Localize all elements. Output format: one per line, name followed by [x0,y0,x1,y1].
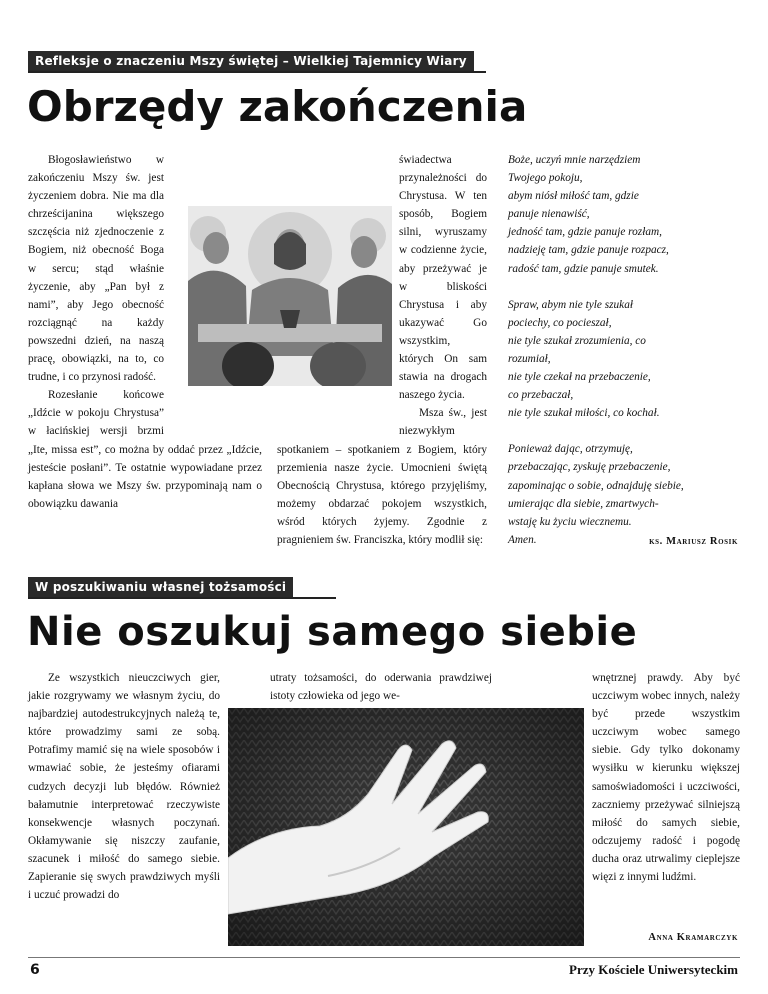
poem-stanza [508,151,743,278]
photo-spacer [508,705,592,943]
prayer-poem [508,151,743,567]
article1-paragraph: Rozesłanie końcowe „Idźcie w pokoju Chrystusa” w łacińskiej wersji brzmi „Ite, missa est”, co można by oddać przez „Idźcie, jesteście posłani”. Te ostatnie wypowiadane przez kapłana słowa we Mszy św. przypominają nam o obowiązku dawania [28,389,262,510]
poem-line: Amen. [508,533,537,546]
poem-line: nie tyle szukał miłości, co kochał. [508,407,660,420]
article-title-nie-oszukuj: Nie oszukuj samego siebie [27,609,638,655]
photo-spacer [168,213,262,431]
page-number: 6 [30,962,40,978]
poem-line: jedność tam, gdzie panuje rozłam, [508,226,662,239]
poem-line: co przebaczał, [508,389,574,402]
poem-line: panuje nienawiść, [508,208,590,221]
article2-paragraph: wnętrznej prawdy. Aby być uczciwym wobec innych, należy być przede wszystkim uczciwym wobec samego siebie. Gdy tylko dokonamy wysiłku w kierunku większej samoświadomości i uczciwości, zaczniemy przeżywać silniejszą miłość do samych siebie, odczujemy radość i pogodę ducha oraz utrwalimy cieplejsze więzi z innymi ludźmi. [592,672,740,884]
poem-line: rozumiał, [508,352,551,365]
article2-column-3 [508,669,740,943]
footer-rule [28,957,740,958]
article1-paragraph: świadectwa przynależności do Chrystusa. W ten sposób, Bogiem silni, wyruszamy w codzienne życie, aby przeżywać je w bliskości Chrystusa i aby ukazywać Go wszystkim, których On sam stawia na drogach naszego życia. [399,154,487,402]
section-banner-identity: W poszukiwaniu własnej tożsamości [28,577,293,597]
article1-paragraph: Błogosławieństwo w zakończeniu Mszy św. jest życzeniem dobra. Nie ma dla chrześcijanina większego szczęścia niż zjednoczenie z Bogiem, niż obecność Boga w sercu; stąd właśnie życzenie, aby „Pan był z nami”, aby Jego obecność rozciągnąć na każdy powszedni dzień, na naszą pracę, obowiązki, na to, co trudne, i co przynosi radość. [28,154,164,384]
article1-column-2 [277,151,487,549]
poem-line: wstaję ku życiu wiecznemu. [508,515,632,528]
article2-paragraph: utraty tożsamości, do oderwania prawdziwej istoty człowieka od jego we- [270,672,492,703]
poem-line: Twojego pokoju, [508,172,583,185]
poem-line: abym niósł miłość tam, gdzie [508,190,639,203]
section-rule [28,597,336,599]
poem-line: nie tyle szukał zrozumienia, co [508,334,646,347]
section-rule [28,71,486,73]
poem-stanza [508,296,743,423]
article-title-obrzedy: Obrzędy zakończenia [27,82,528,131]
poem-stanza [508,440,743,549]
photo-spacer [277,213,395,439]
poem-line: Spraw, abym nie tyle szukał [508,298,633,311]
section-banner-reflections: Refleksje o znaczeniu Mszy świętej – Wielkiej Tajemnicy Wiary [28,51,474,71]
poem-line: Ponieważ dając, otrzymuję, [508,443,633,456]
poem-line: nie tyle czekał na przebaczenie, [508,371,651,384]
article1-paragraph: Msza św., jest niezwykłym spotkaniem – spotkaniem z Bogiem, który przemienia nasze życie. Umocnieni świętą Obecnością Chrystusa, którego przyjęliśmy, możemy obdarzać pokojem wszystkich, wśród których żyjemy. Zgodnie z pragnieniem św. Franciszka, który modlił się: [277,407,487,546]
poem-line: pociechy, co pocieszał, [508,316,612,329]
poem-line: nadzieję tam, gdzie panuje rozpacz, [508,244,669,257]
article2-column-2 [270,669,492,705]
author-byline: Anna Kramarczyk [648,932,738,943]
poem-line: przebaczając, zyskuję przebaczenie, [508,461,671,474]
author-byline: ks. Mariusz Rosik [649,536,738,547]
poem-line: Boże, uczyń mnie narzędziem [508,154,641,166]
article1-column-1 [28,151,262,513]
poem-line: umierając dla siebie, zmartwych- [508,497,659,510]
article2-column-1 [28,669,220,904]
article2-paragraph: Ze wszystkich nieuczciwych gier, jakie rozgrywamy we własnym życiu, do najbardziej autodestrukcyjnych należą te, które prowadzimy sami ze sobą. Potrafimy mamić się na wiele sposobów i wmawiać sobie, że jesteśmy ofiarami cudzych decyzji lub błędów. Również bałamutnie interpretować rzeczywiste konsekwencje własnych poczynań. Okłamywanie się niszczy zaufanie, szacunek i miłość do samego siebie. Zapieranie się swych prawdziwych myśli i uczuć prowadzi do [28,672,220,902]
magazine-name: Przy Kościele Uniwersyteckim [569,962,738,977]
poem-line: zapominając o sobie, odnajduję siebie, [508,479,684,492]
poem-line: radość tam, gdzie panuje smutek. [508,262,659,275]
